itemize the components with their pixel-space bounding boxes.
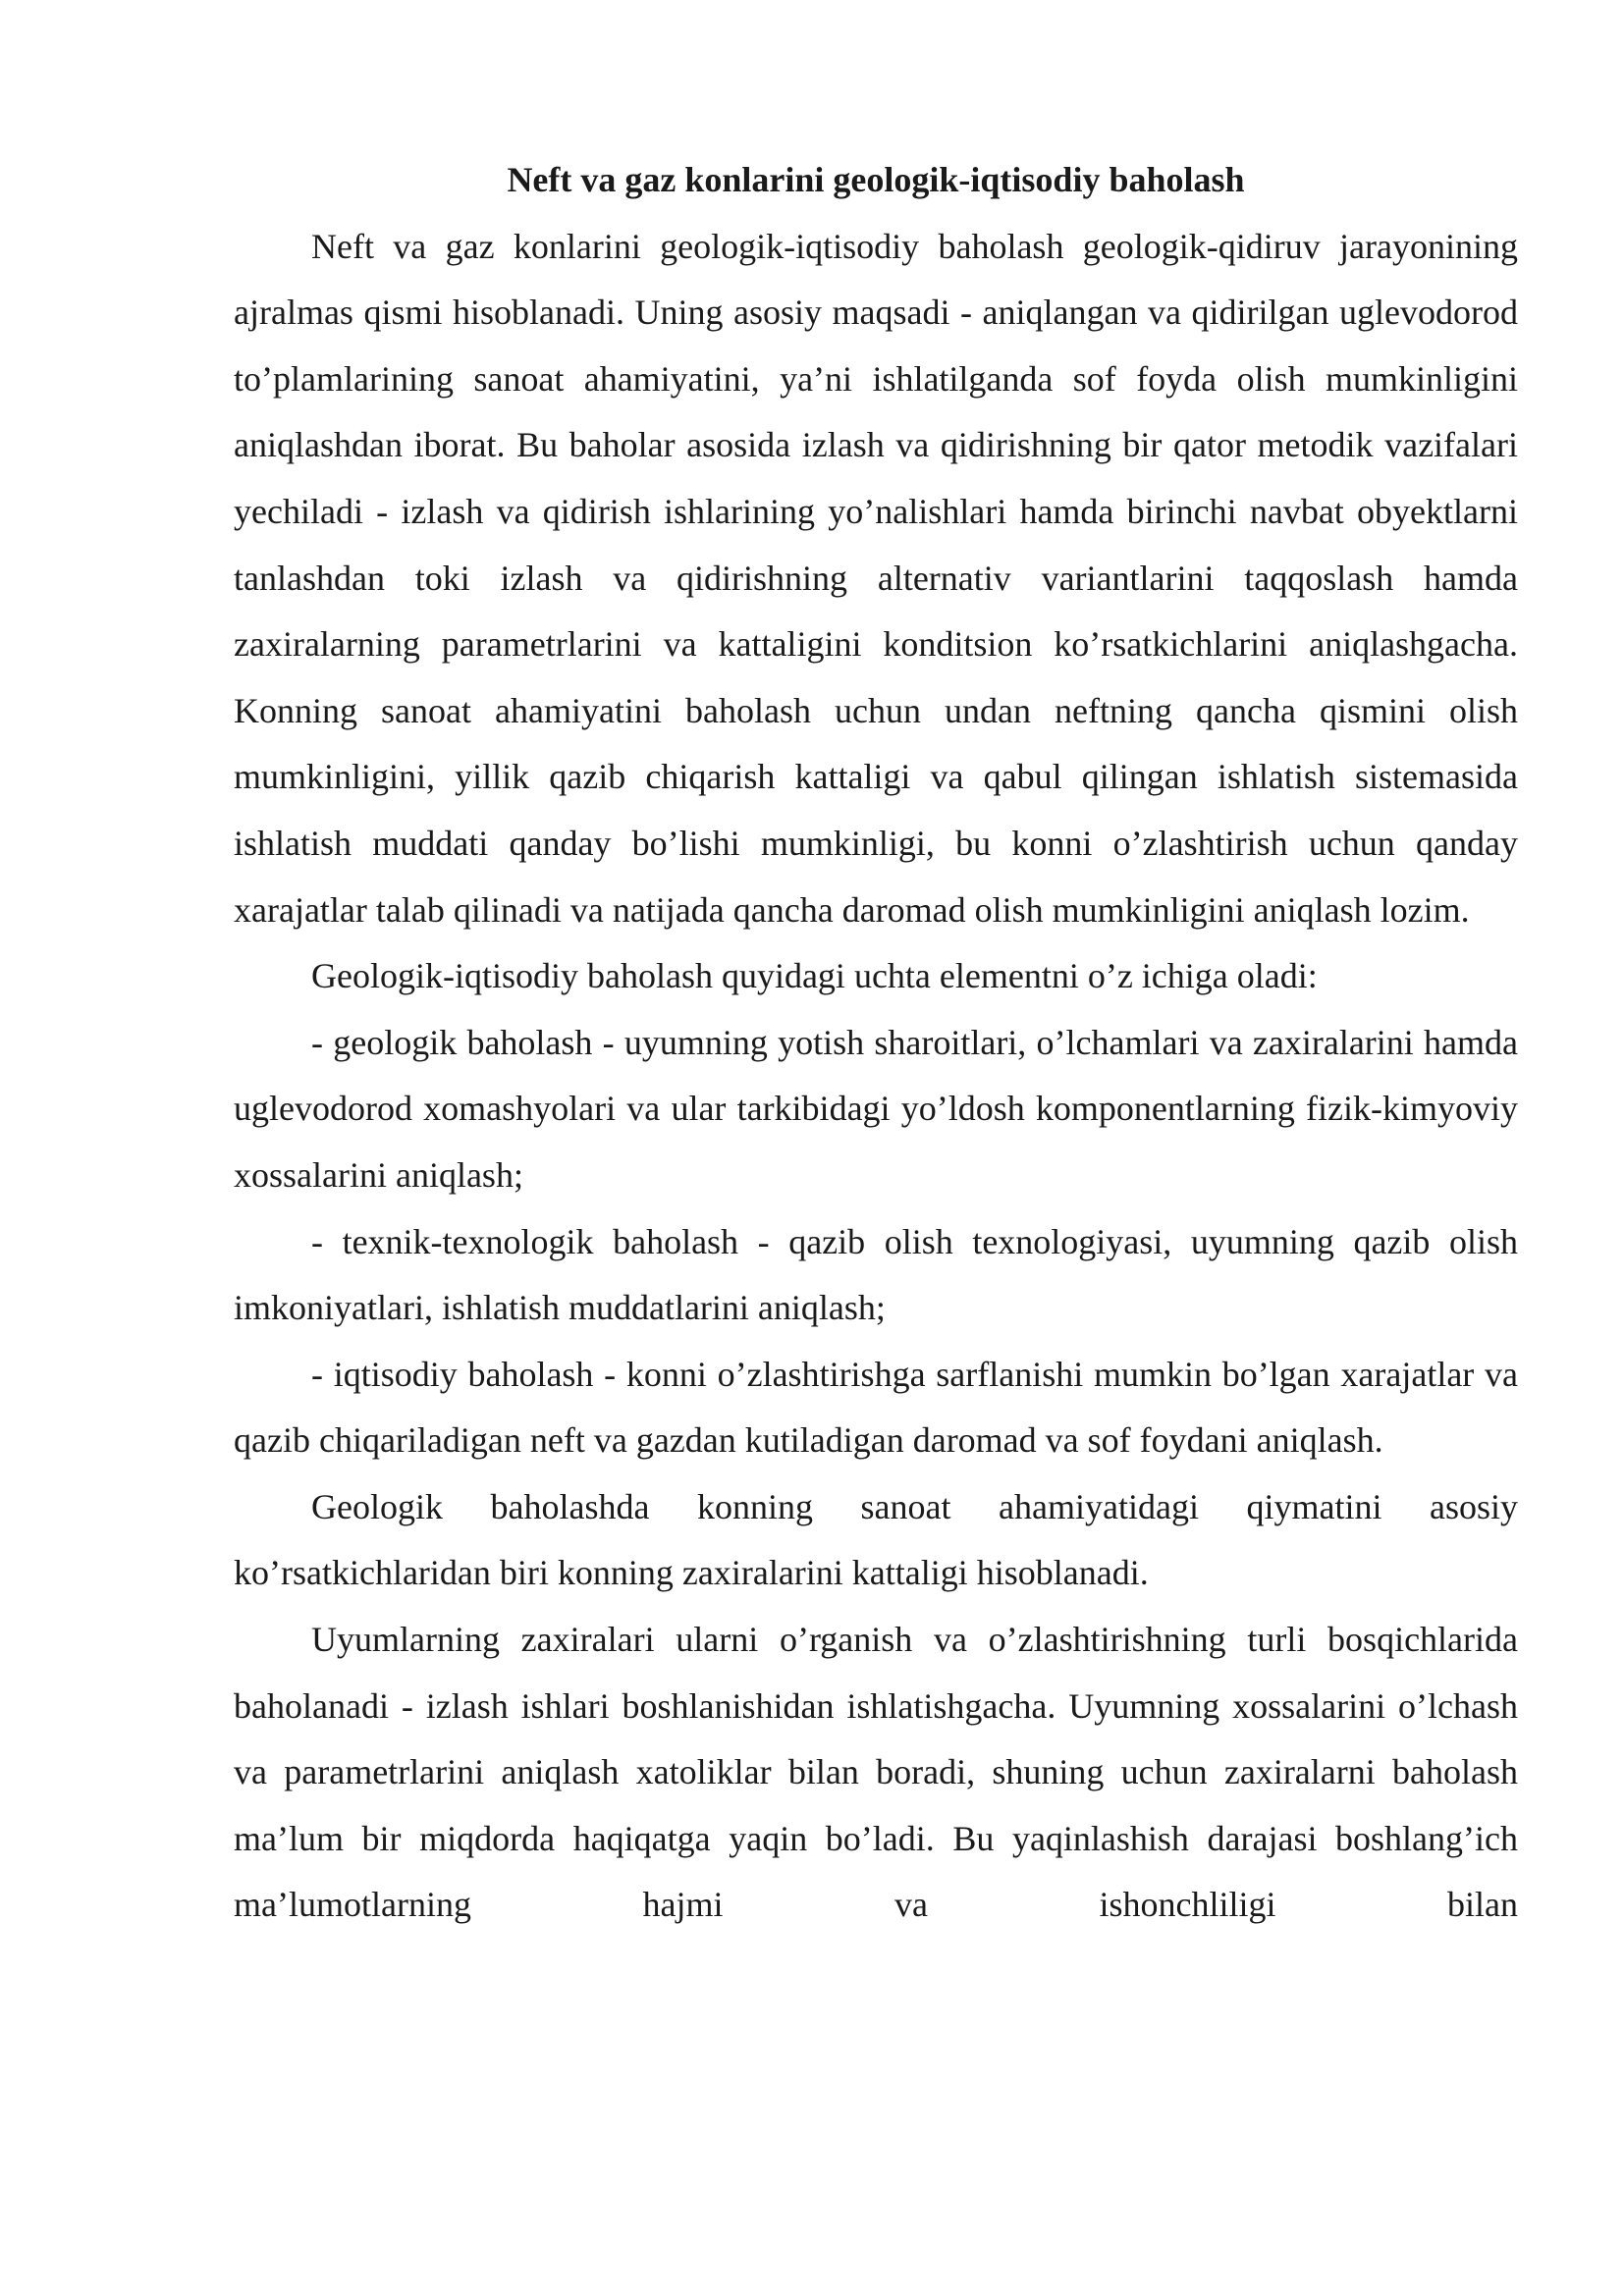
- list-item-geologic: - geologik baholash - uyumning yotish sharoitlari, o’lchamlari va zaxiralarini hamda uglevodorod xomashyolari va ular tarkibidagi yo’ldosh komponentlarning fizik-kimyoviy xossalarini aniqlash;: [234, 1022, 1518, 1195]
- list-item-technical: - texnik-texnologik baholash - qazib olish texnologiyasi, uyumning qazib olish imkoniyatlari, ishlatish muddatlarini aniqlash;: [234, 1221, 1518, 1328]
- paragraph-elements-lead: Geologik-iqtisodiy baholash quyidagi uchta elementni o’z ichiga oladi:: [311, 956, 1318, 996]
- document-title: Neft va gaz konlarini geologik-iqtisodiy baholash: [507, 160, 1245, 199]
- paragraph-reserves: Uyumlarning zaxiralari ularni o’rganish va o’zlashtirishning turli bosqichlarida baholanadi - izlash ishlari boshlanishidan ishlatishgacha. Uyumning xossalarini o’lchash va parametrlarini aniqlash xatoliklar bilan boradi, shuning uchun zaxiralarni baholash ma’lum bir miqdorda haqiqatga yaqin bo’ladi. Bu yaqinlashish darajasi boshlang’ich ma’lumotlarning hajmi va ishonchliligi bilan: [234, 1620, 1518, 1925]
- list-item-economic: - iqtisodiy baholash - konni o’zlashtirishga sarflanishi mumkin bo’lgan xarajatlar va qazib chiqariladigan neft va gazdan kutiladigan daromad va sof foydani aniqlash.: [234, 1354, 1518, 1461]
- paragraph-intro: Neft va gaz konlarini geologik-iqtisodiy baholash geologik-qidiruv jarayonining ajralmas qismi hisoblanadi. Uning asosiy maqsadi - aniqlangan va qidirilgan uglevodorod to’plamlarining sanoat ahamiyatini, ya’ni ishlatilganda sof foyda olish mumkinligini aniqlashdan iborat. Bu baholar asosida izlash va qidirishning bir qator metodik vazifalari yechiladi - izlash va qidirish ishlarining yo’nalishlari hamda birinchi navbat obyektlarni tanlashdan toki izlash va qidirishning alternativ variantlarini taqqoslash hamda zaxiralarning parametrlarini va kattaligini konditsion ko’rsatkichlarini aniqlashgacha. Konning sanoat ahamiyatini baholash uchun undan neftning qancha qismini olish mumkinligini, yillik qazib chiqarish kattaligi va qabul qilingan ishlatish sistemasida ishlatish muddati qanday bo’lishi mumkinligi, bu konni o’zlashtirish uchun qanday xarajatlar talab qilinadi va natijada qancha daromad olish mumkinligini aniqlash lozim.: [234, 226, 1518, 930]
- document-page: [234, 147, 1518, 1939]
- paragraph-geologic-assessment: Geologik baholashda konning sanoat ahamiyatidagi qiymatini asosiy ko’rsatkichlaridan biri konning zaxiralarini kattaligi hisoblanadi.: [234, 1486, 1518, 1593]
